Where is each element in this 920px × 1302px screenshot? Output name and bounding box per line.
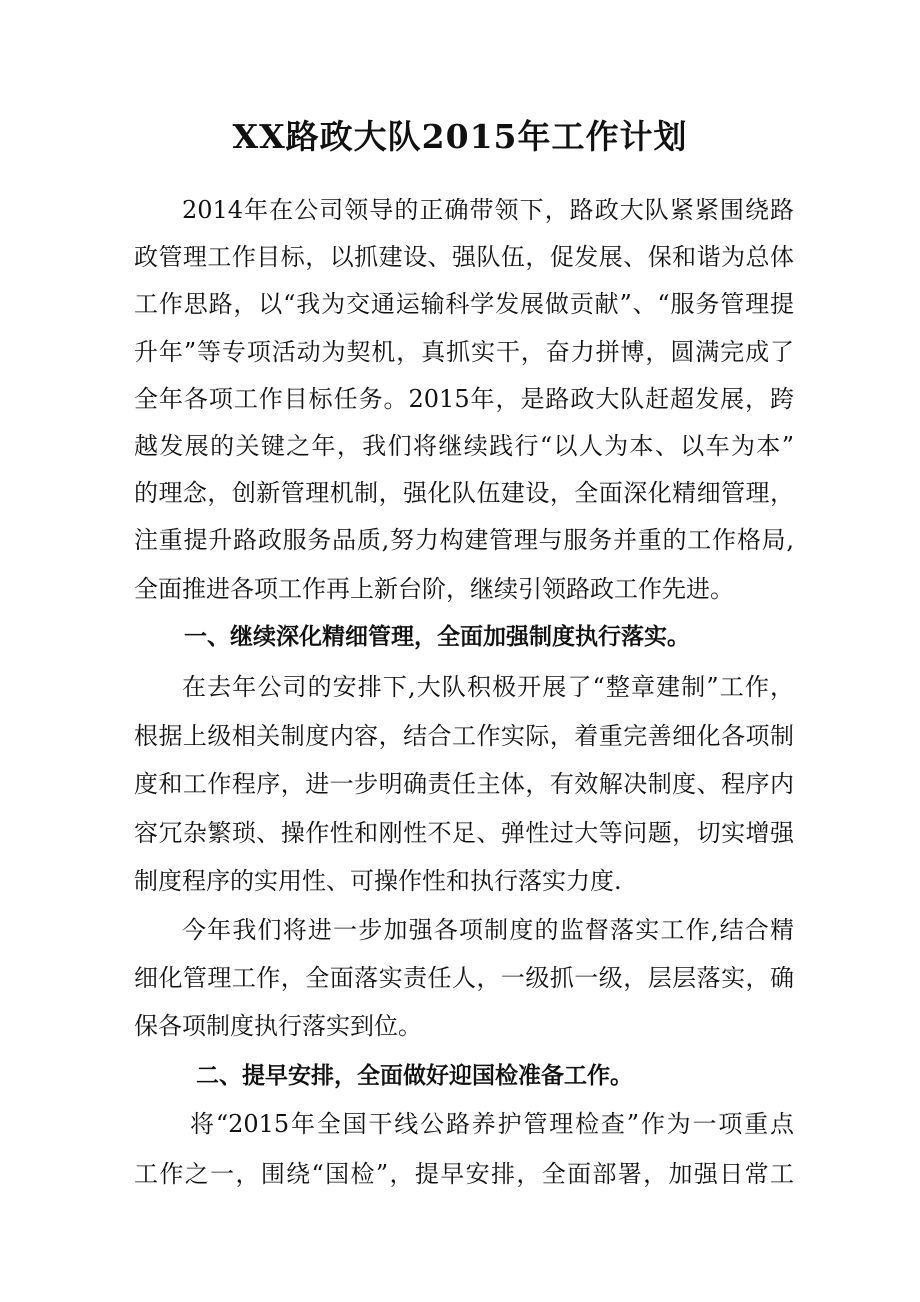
paragraph-line: 制度程序的实用性、可操作性和执行落实力度. bbox=[134, 867, 622, 895]
section-heading-1: 一、继续深化精细管理，全面加强制度执行落实。 bbox=[184, 623, 690, 650]
paragraph-line: 将“2015年全国干线公路养护管理检查”作为一项重点 bbox=[190, 1110, 794, 1138]
paragraph-line: 细化管理工作，全面落实责任人，一级抓一级，层层落实，确 bbox=[134, 964, 794, 992]
paragraph-line: 注重提升路政服务品质,努力构建管理与服务并重的工作格局, bbox=[134, 526, 794, 554]
paragraph-line: 升年”等专项活动为契机，真抓实干，奋力拼博，圆满完成了 bbox=[134, 338, 794, 366]
paragraph-line: 今年我们将进一步加强各项制度的监督落实工作,结合精 bbox=[182, 916, 794, 944]
document-title: XX路政大队2015年工作计划 bbox=[232, 117, 688, 156]
paragraph-line: 度和工作程序，进一步明确责任主体，有效解决制度、程序内 bbox=[134, 770, 794, 798]
paragraph-line: 容冗杂繁琐、操作性和刚性不足、弹性过大等问题，切实增强 bbox=[134, 819, 794, 847]
paragraph-line: 全年各项工作目标任务。2015年，是路政大队赶超发展，跨 bbox=[134, 385, 794, 413]
paragraph-line: 工作之一，围绕“国检”，提早安排，全面部署，加强日常工 bbox=[134, 1160, 794, 1188]
paragraph-line: 的理念，创新管理机制，强化队伍建设，全面深化精细管理， bbox=[134, 479, 794, 507]
paragraph-line: 在去年公司的安排下,大队积极开展了“整章建制”工作， bbox=[182, 673, 794, 701]
paragraph-line: 保各项制度执行落实到位。 bbox=[134, 1012, 422, 1040]
paragraph-line: 政管理工作目标，以抓建设、强队伍，促发展、保和谐为总体 bbox=[134, 243, 794, 271]
paragraph-line: 全面推进各项工作再上新台阶，继续引领路政工作先进。 bbox=[134, 575, 734, 603]
paragraph-line: 2014年在公司领导的正确带领下，路政大队紧紧围绕路 bbox=[182, 196, 794, 224]
paragraph-line: 根据上级相关制度内容，结合工作实际，着重完善细化各项制 bbox=[134, 722, 794, 750]
section-heading-2: 二、提早安排，全面做好迎国检准备工作。 bbox=[196, 1062, 633, 1089]
paragraph-line: 越发展的关键之年，我们将继续践行“以人为本、以车为本” bbox=[134, 432, 794, 460]
paragraph-line: 工作思路，以“我为交通运输科学发展做贡献”、“服务管理提 bbox=[134, 290, 794, 318]
